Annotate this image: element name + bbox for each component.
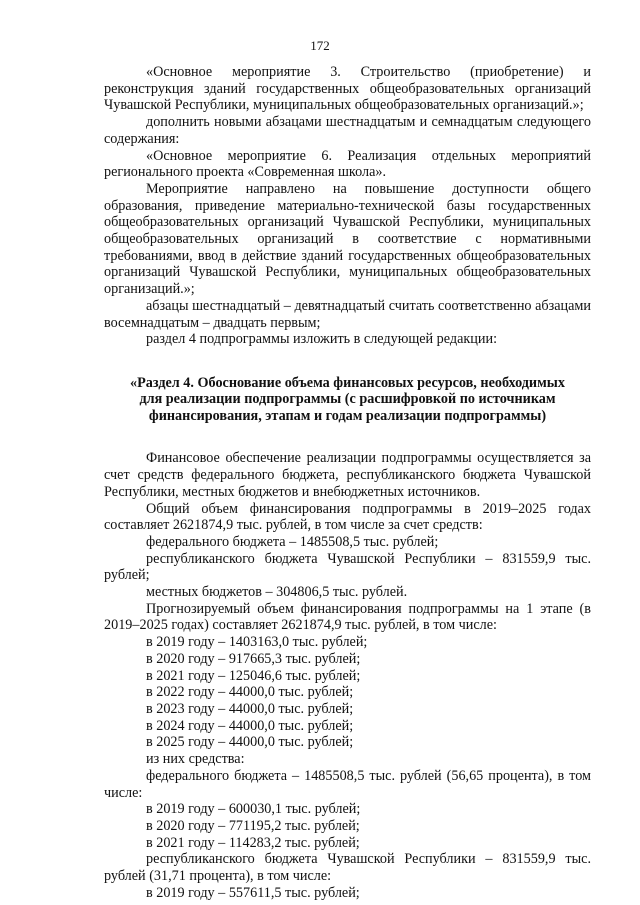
heading-line: финансирования, этапам и годам реализации подпрограммы) [148, 407, 547, 424]
list-item: в 2020 году – 917665,3 тыс. рублей; [146, 650, 361, 667]
paragraph: «Основное мероприятие 6. Реализация отдельных мероприятий регионального проекта «Современная школа». [104, 147, 591, 181]
paragraph: Общий объем финансирования подпрограммы в 2019–2025 годах составляет 2621874,9 тыс. рублей, в том числе за счет средств: [104, 500, 591, 534]
paragraph: Финансовое обеспечение реализации подпрограммы осуществляется за счет средств федерального бюджета, республиканского бюджета Чувашской Республики, местных бюджетов и внебюджетных источников. [104, 450, 591, 500]
paragraph: Мероприятие направлено на повышение доступности общего образования, приведение материально-технической базы государственных общеобразовательных организаций Чувашской Республики, муниципальных общеобразовательных организаций в соответствие с нормативными требованиями, ввод в действие зданий государственных общеобразовательных организаций Чувашской Республики, муниципальных общеобразовательных организаций.»; [104, 180, 591, 298]
list-item: в 2021 году – 114283,2 тыс. рублей; [146, 834, 360, 851]
list-item: в 2025 году – 44000,0 тыс. рублей; [146, 734, 354, 751]
heading-line: для реализации подпрограммы (с расшифровкой по источникам [139, 391, 556, 408]
page-number: 172 [310, 38, 330, 53]
paragraph: федерального бюджета – 1485508,5 тыс. рублей; [146, 533, 439, 550]
list-item: в 2020 году – 771195,2 тыс. рублей; [146, 817, 360, 834]
paragraph: Прогнозируемый объем финансирования подпрограммы на 1 этапе (в 2019–2025 годах) составляет 2621874,9 тыс. рублей, в том числе: [104, 600, 591, 634]
paragraph: местных бюджетов – 304806,5 тыс. рублей. [146, 584, 408, 601]
list-item: в 2019 году – 600030,1 тыс. рублей; [146, 801, 361, 818]
paragraph: «Основное мероприятие 3. Строительство (приобретение) и реконструкция зданий государственных общеобразовательных организаций Чувашской Республики, муниципальных общеобразовательных организаций.»; [104, 64, 591, 114]
list-item: в 2024 году – 44000,0 тыс. рублей; [146, 717, 354, 734]
list-item: в 2022 году – 44000,0 тыс. рублей; [146, 684, 354, 701]
paragraph: республиканского бюджета Чувашской Республики – 831559,9 тыс. рублей (31,71 процента), в том числе: [104, 851, 591, 885]
paragraph: абзацы шестнадцатый – девятнадцатый считать соответственно абзацами восемнадцатым – двадцать первым; [104, 297, 591, 331]
section-heading [104, 375, 591, 425]
heading-line: «Раздел 4. Обоснование объема финансовых ресурсов, необходимых [130, 374, 565, 391]
paragraph: республиканского бюджета Чувашской Республики – 831559,9 тыс. рублей; [104, 550, 591, 584]
document-body [104, 64, 591, 901]
list-item: в 2019 году – 557611,5 тыс. рублей; [146, 884, 360, 901]
paragraph: раздел 4 подпрограммы изложить в следующей редакции: [146, 331, 498, 348]
list-item: в 2019 году – 1403163,0 тыс. рублей; [146, 634, 368, 651]
paragraph: федерального бюджета – 1485508,5 тыс. рублей (56,65 процента), в том числе: [104, 767, 591, 801]
paragraph: из них средства: [146, 751, 245, 768]
list-item: в 2021 году – 125046,6 тыс. рублей; [146, 667, 361, 684]
paragraph: дополнить новыми абзацами шестнадцатым и семнадцатым следующего содержания: [104, 114, 591, 147]
list-item: в 2023 году – 44000,0 тыс. рублей; [146, 701, 354, 717]
